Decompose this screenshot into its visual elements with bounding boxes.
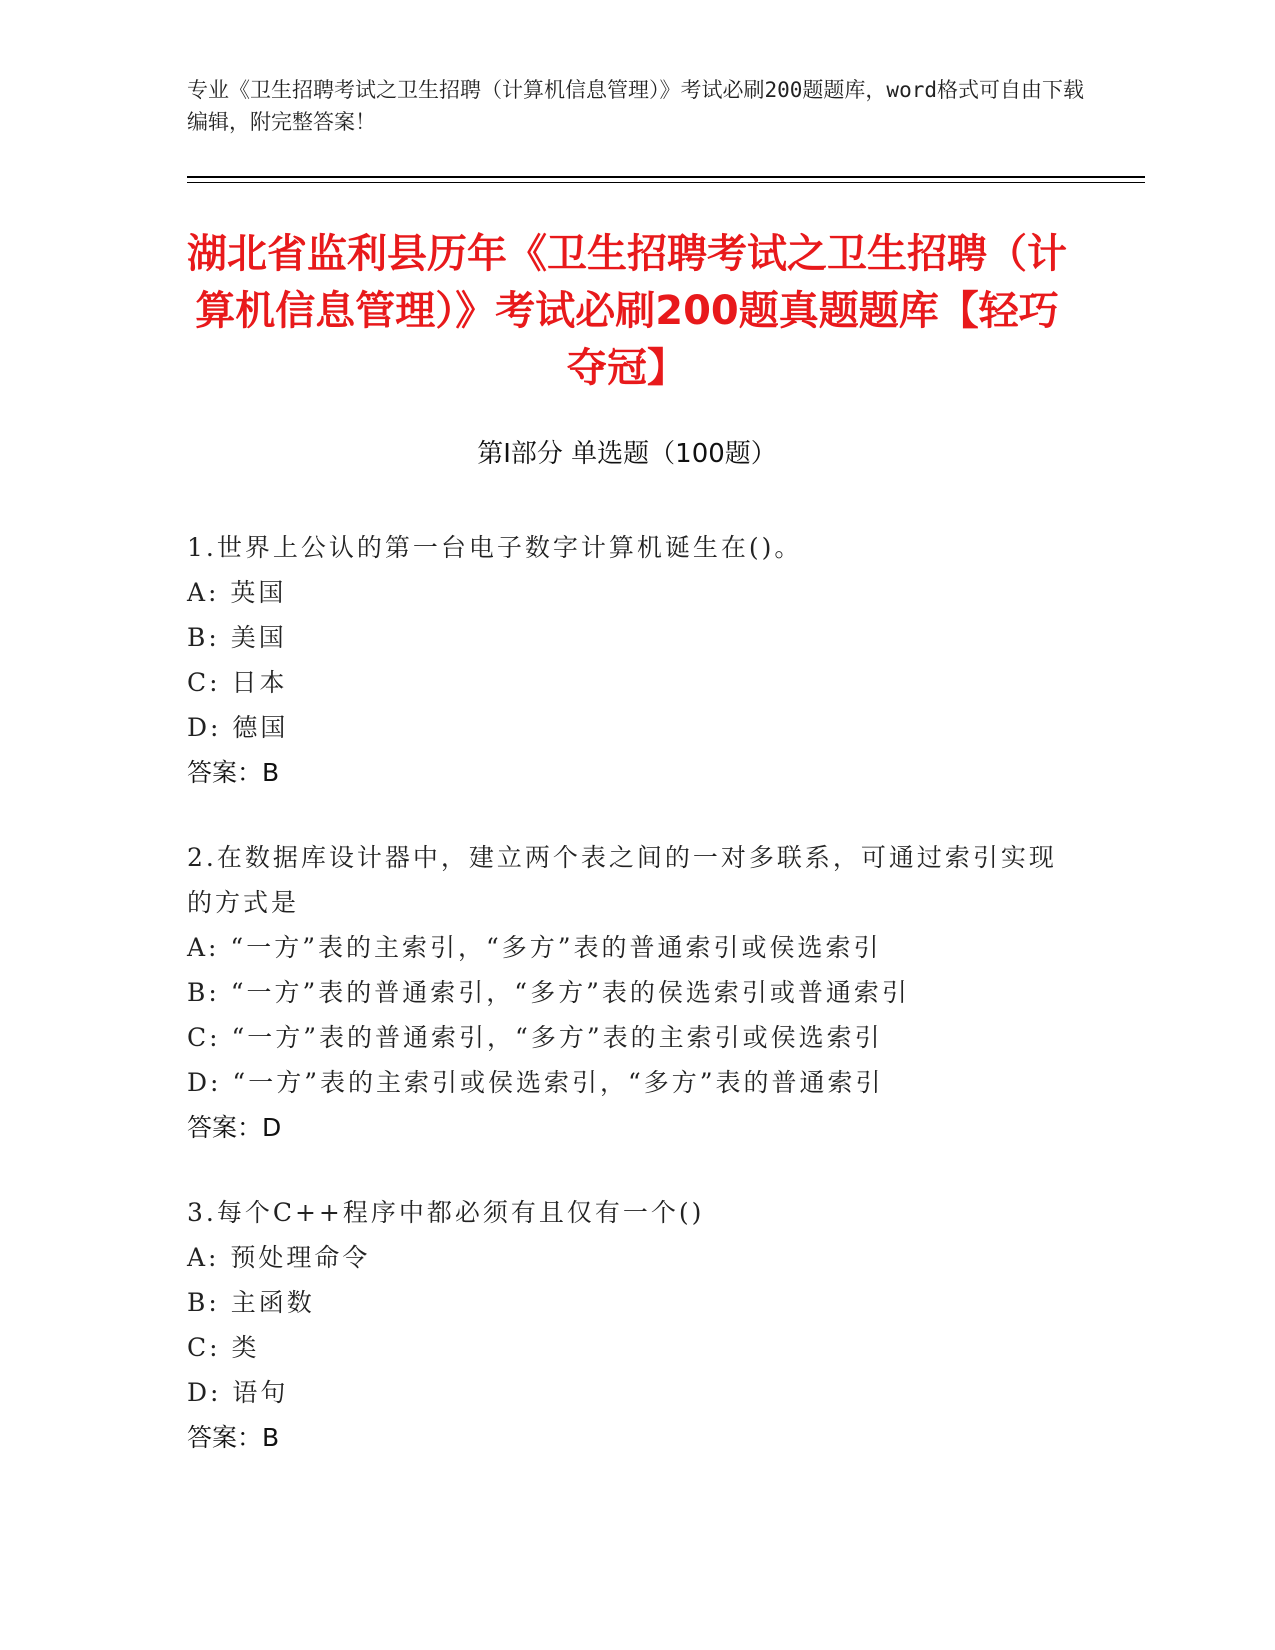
- section-title: 第I部分 单选题（100题）: [477, 439, 777, 469]
- answer: 答案：B: [187, 1423, 280, 1452]
- answer: 答案：B: [187, 758, 280, 787]
- question-text: 3.每个C++程序中都必须有且仅有一个(): [187, 1198, 705, 1227]
- option-a: A: 英国: [187, 578, 287, 607]
- header-divider-thin: [187, 182, 1145, 183]
- option-b: B: 主函数: [187, 1288, 315, 1317]
- option-c: C: “一方”表的普通索引，“多方”表的主索引或侯选索引: [187, 1023, 883, 1052]
- question-3: [187, 1190, 1067, 1460]
- option-c: C: 类: [187, 1333, 260, 1362]
- header-divider-thick: [187, 176, 1145, 178]
- answer: 答案：D: [187, 1113, 282, 1142]
- option-d: D: 德国: [187, 713, 289, 742]
- question-list: [187, 525, 1067, 1500]
- option-b: B: “一方”表的普通索引，“多方”表的侯选索引或普通索引: [187, 978, 910, 1007]
- question-2: [187, 835, 1067, 1150]
- option-c: C: 日本: [187, 668, 288, 697]
- option-a: A: “一方”表的主索引，“多方”表的普通索引或侯选索引: [187, 933, 882, 962]
- header-note: 专业《卫生招聘考试之卫生招聘（计算机信息管理）》考试必刷200题题库，word格式可自由下载编辑，附完整答案！: [187, 78, 1084, 134]
- question-text: 2.在数据库设计器中，建立两个表之间的一对多联系，可通过索引实现的方式是: [187, 843, 1057, 917]
- option-d: D: “一方”表的主索引或侯选索引，“多方”表的普通索引: [187, 1068, 884, 1097]
- option-a: A: 预处理命令: [187, 1243, 371, 1272]
- option-b: B: 美国: [187, 623, 287, 652]
- option-d: D: 语句: [187, 1378, 289, 1407]
- document-title: 湖北省监利县历年《卫生招聘考试之卫生招聘（计算机信息管理）》考试必刷200题真题题库【轻巧夺冠】: [187, 231, 1067, 391]
- question-1: [187, 525, 1067, 795]
- question-text: 1.世界上公认的第一台电子数字计算机诞生在()。: [187, 533, 803, 562]
